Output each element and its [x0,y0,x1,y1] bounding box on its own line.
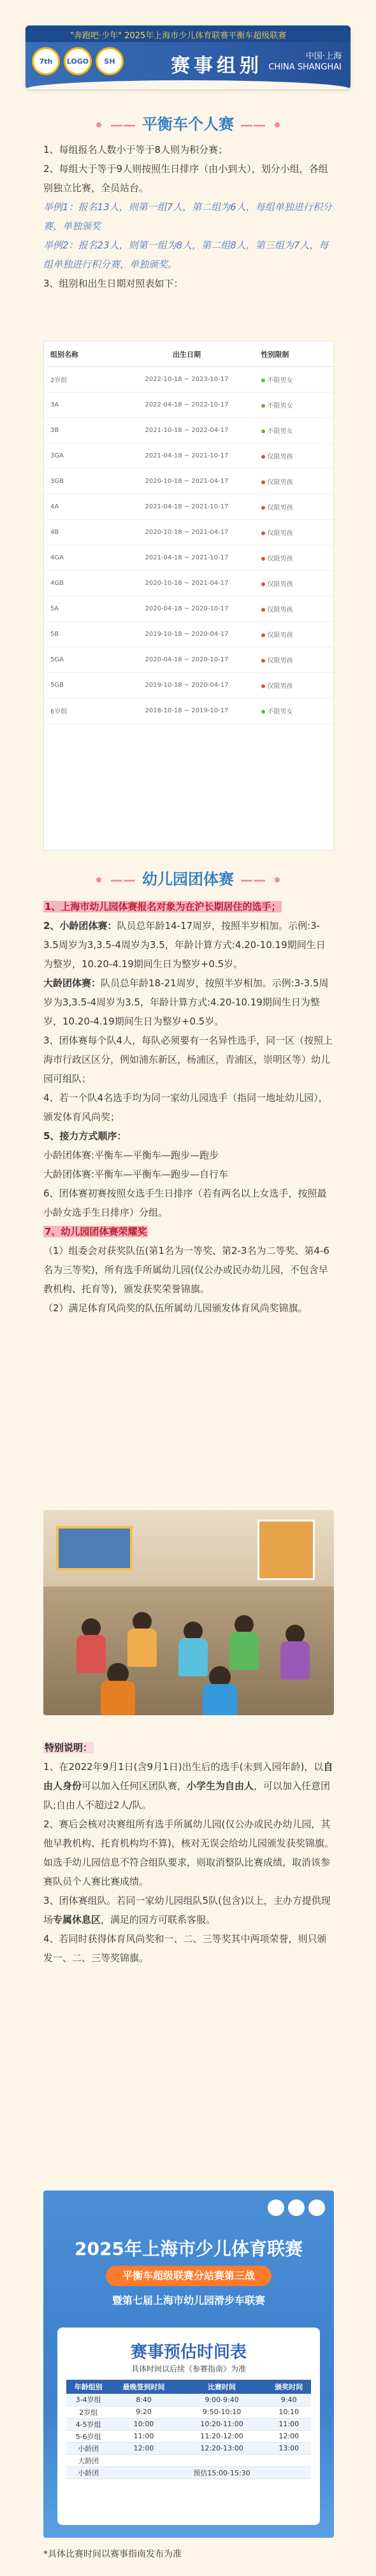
schedule-cell: 11:20-12:00 [177,2430,267,2442]
header-cell: 出生日期 [172,350,201,359]
age-group-table [43,341,334,851]
logo-icon [308,2199,325,2216]
schedule-cell: 9:50-10:10 [177,2406,267,2418]
group-cell: 5A [50,605,59,612]
bullet-dot-icon [96,877,101,882]
note-text: 4、若同时获得体育风尚奖和一、二、三等奖其中两项荣誉，则只颁发一、二、三等奖锦旗。 [43,1933,327,1964]
schedule-row [66,2394,311,2406]
section-title-text: 幼儿园团体赛 [142,870,234,888]
note-text: ，满足的园方可联系客服。 [101,1914,216,1925]
schedule-header-cell: 颁奖时间 [267,2380,311,2394]
photo-child-body [101,1681,135,1715]
schedule-cell: 小龄团 [66,2442,110,2454]
schedule-cell [267,2466,311,2479]
gender-cell [247,579,333,588]
header-cell: 组别名称 [50,350,78,359]
gender-dot-icon [261,582,265,586]
gender-dot-icon [261,633,265,637]
schedule-cell: 大龄团 [66,2454,110,2466]
special-notes [43,1738,334,1968]
poster-title: 2025年上海市少儿体育联赛 [75,2238,303,2259]
group-cell: 6岁组 [50,709,68,716]
photo-board [56,1526,133,1571]
gender-text: 仅限男孩 [267,632,293,639]
rule-text: 队员总年龄14-17周岁，按照半岁相加。示例:3-3.5周岁为3,3.5-4周岁为3.5，年龄计算方式:4.20-10.19期间生日为整岁，10.20-4.19期间生日为整岁+0.5岁。 [43,920,326,970]
special-label: 特别说明： [45,1742,93,1753]
gender-dot-icon [261,455,265,459]
logo-icon [288,2199,305,2216]
schedule-cell: 5-6岁组 [66,2430,110,2442]
group-cell: 3GA [50,452,64,459]
date-cell: 2019-10-18 ~ 2020-04-17 [145,631,229,638]
gender-text: 仅限男孩 [267,479,293,486]
date-cell: 2021-04-18 ~ 2021-10-17 [145,452,229,459]
date-cell: 2020-04-18 ~ 2020-10-17 [145,656,229,663]
photo-child-body [178,1638,208,1676]
date-cell: 2022-10-18 ~ 2023-10-17 [145,376,229,383]
section-title-kindergarten: —— 幼儿园团体赛 —— [0,867,376,889]
schedule-title: 赛事预估时间表 [130,2343,247,2362]
date-cell: 2021-10-18 ~ 2022-04-17 [145,427,229,434]
kindergarten-rules [43,897,334,1318]
section-title-individual: —— 平衡车个人赛 —— [0,112,376,134]
gender-text: 仅限男孩 [267,607,293,614]
schedule-row [66,2442,311,2454]
gender-cell [247,604,333,614]
date-cell: 2018-10-18 ~ 2019-10-17 [145,707,229,714]
schedule-cell [267,2454,311,2466]
group-cell: 4A [50,503,59,510]
schedule-row [66,2454,311,2466]
group-cell: 3GB [50,478,64,485]
group-cell: 2岁组 [50,377,68,384]
schedule-card [57,2328,320,2525]
gender-text: 仅限男孩 [267,581,293,588]
table-row [44,443,333,469]
section-title-text: 平衡车个人赛 [142,115,234,133]
logo-badge-icon: SH [96,47,124,75]
rule-line: 1、每组报名人数小于等于8人则为积分赛； [43,144,228,155]
note-text: 2、赛后会核对决赛组所有选手所属幼儿园(仅公办或民办幼儿园，其他早教机构、托育机构均不算)，核对无误会给幼儿园颁发获奖锦旗。如选手幼儿园信息不符合组队要求，则取消整队比赛成绩，取消该参赛队员个人赛比赛成绩。 [43,1818,334,1887]
schedule-cell: 10:10 [267,2406,311,2418]
schedule-header-cell: 最晚签到时间 [110,2380,177,2394]
highlight-rule: 7、幼儿园团体赛荣耀奖 [45,1226,147,1237]
group-cell: 3A [50,401,59,408]
gender-dot-icon [261,684,265,688]
poster-pill: 平衡车超级联赛分站赛第三战 [106,2266,271,2286]
city-en: CHINA SHANGHAI [268,62,342,72]
gender-dot-icon [261,429,265,433]
schedule-row [66,2406,311,2418]
bullet-dot-icon [275,877,280,882]
group-cell: 3B [50,427,59,434]
header-banner [25,25,351,89]
schedule-cell: 12:00 [267,2430,311,2442]
gender-text: 不限男女 [267,709,293,716]
group-cell: 4GB [50,580,64,587]
rule-text: （2）满足体育风尚奖的队伍所属幼儿园颁发体育风尚奖锦旗。 [43,1302,308,1314]
schedule-cell: 10:20-11:00 [177,2418,267,2430]
schedule-cell: 9:00-9:40 [177,2394,267,2406]
schedule-cell: 小龄团 [66,2466,110,2479]
date-cell: 2019-10-18 ~ 2020-04-17 [145,682,229,689]
schedule-header-row [66,2380,311,2394]
gender-cell [247,528,333,537]
schedule-cell: 12:00 [110,2442,177,2454]
schedule-row [66,2466,311,2479]
note-emphasis: 自由人身份 [43,1761,333,1792]
date-cell: 2021-04-18 ~ 2021-10-17 [145,554,229,561]
rule-text: 3、团体赛每个队4人，每队必须要有一名异性选手，同一区（按照上海市行政区区分，例如浦东新区，杨浦区，青浦区，崇明区等）幼儿园可组队； [43,1035,333,1084]
table-row [44,596,333,622]
date-cell: 2020-10-18 ~ 2021-04-17 [145,529,229,536]
photo-child-body [76,1635,106,1673]
gender-cell [247,400,333,410]
schedule-row [66,2418,311,2430]
table-row [44,647,333,673]
logo-icon [268,2199,284,2216]
gender-text: 仅限男孩 [267,505,293,512]
rule-text: 队员总年龄18-21周岁，按照半岁相加。示例:3-3.5周岁为3,3.5-4周岁为3.5，年龄计算方式:4.20-10.19期间生日为整岁，10.20-4.19期间生日为整岁+0.5岁。 [43,977,329,1027]
table-row [44,673,333,698]
schedule-cell: 9:20 [110,2406,177,2418]
schedule-cell: 10:00 [110,2418,177,2430]
table-body [44,367,333,724]
gender-cell [247,426,333,435]
rule-heading: 2、小龄团体赛： [43,920,117,932]
highlight-rule: 1、上海市幼儿园体赛报名对象为在沪长期居住的选手； [45,901,281,912]
note-text: ，可以加入任意团队;自由人不超过2人/队。 [43,1780,331,1811]
gender-cell [247,706,333,716]
banner-title: 赛事组别 [171,55,263,77]
classroom-photo [43,1510,334,1715]
gender-text: 仅限男孩 [267,556,293,563]
gender-text: 仅限男孩 [267,530,293,537]
schedule-poster [43,2191,334,2538]
date-cell: 2020-10-18 ~ 2021-04-17 [145,478,229,485]
rule-line: 2、每组大于等于9人则按照生日排序（由小到大），划分小组，各组别独立比赛，全员站台。 [43,163,328,194]
rule-heading: 大龄团体赛： [43,977,101,989]
schedule-cell: 预估15:00-15:30 [177,2466,267,2479]
note-emphasis: 小学生为自由人 [187,1780,254,1792]
gender-cell [247,680,333,690]
schedule-cell: 8:40 [110,2394,177,2406]
group-cell: 5B [50,631,59,638]
schedule-table [66,2380,311,2479]
schedule-cell: 2岁组 [66,2406,110,2418]
note-emphasis: 专属休息区 [53,1914,101,1925]
rule-text: 小龄团体赛:平衡车—平衡车—跑步—跑步 [43,1149,219,1161]
date-cell: 2020-10-18 ~ 2021-04-17 [145,580,229,587]
gender-dot-icon [261,404,265,408]
table-header [44,342,333,367]
gender-dot-icon [261,659,265,663]
logo-badge-icon: 7th [32,47,60,75]
table-row [44,622,333,647]
schedule-row [66,2430,311,2442]
date-cell: 2021-04-18 ~ 2021-10-17 [145,503,229,510]
rule-heading: 5、接力方式顺序： [43,1130,127,1142]
rule-text: 大龄团体赛:平衡车—平衡车—跑步—自行车 [43,1169,229,1180]
table-row [44,367,333,392]
table-row [44,469,333,494]
bullet-dot-icon [96,122,101,127]
table-row [44,571,333,596]
gender-text: 不限男女 [267,377,293,384]
schedule-note: 具体时间以后续《参赛指南》为准 [131,2364,246,2373]
gender-dot-icon [261,608,265,612]
group-cell: 5GB [50,682,64,689]
schedule-cell: 11:00 [267,2418,311,2430]
date-cell: 2022-04-18 ~ 2022-10-17 [145,401,229,408]
schedule-cell: 3-4岁组 [66,2394,110,2406]
table-row [44,545,333,571]
gender-text: 不限男女 [267,403,293,410]
bullet-dot-icon [275,122,280,127]
group-cell: 5GA [50,656,64,663]
gender-dot-icon [261,506,265,510]
header-cell: 性别限制 [261,350,289,359]
schedule-cell: 13:00 [267,2442,311,2454]
gender-text: 仅限男孩 [267,683,293,690]
rule-text: （1）组委会对获奖队伍(第1名为一等奖、第2-3名为二等奖、第4-6名为三等奖)，所有选手所属幼儿园(仅公办或民办幼儿园，不包含早教机构、托育等)，颁发获奖荣誉锦旗。 [43,1245,329,1295]
table-row [44,392,333,418]
city-cn: 中国·上海 [305,52,342,61]
photo-child-body [127,1629,157,1667]
schedule-cell: 11:00 [110,2430,177,2442]
gender-cell [247,655,333,665]
gender-dot-icon [261,378,265,382]
photo-child-body [280,1641,310,1680]
schedule-header-cell: 比赛时间 [177,2380,267,2394]
example-line: 举例1：报名13人，则第一组7人，第二组为6人，每组单独进行积分赛，单独颁奖 [43,201,332,232]
example-line: 举例2：报名23人，则第一组为8人，第二组8人，第三组为7人，每组单独进行积分赛，单独颁奖。 [43,240,329,270]
banner-tagline: "奔跑吧·少年" 2025年上海市少儿体育联赛平衡车超级联赛 [70,31,287,41]
schedule-cell: 4-5岁组 [66,2418,110,2430]
group-cell: 4GA [50,554,64,561]
gender-cell [247,502,333,512]
photo-child-body [203,1684,237,1715]
schedule-cell [177,2454,267,2466]
table-row [44,520,333,545]
schedule-body [66,2394,311,2479]
gender-text: 仅限男孩 [267,658,293,665]
gender-dot-icon [261,557,265,561]
note-text: 3、团体赛组队。若同一家幼儿园组队5队(包含)以上，主办方提供现场 [43,1895,331,1925]
gender-cell [247,477,333,486]
gender-text: 仅限男孩 [267,454,293,461]
table-row [44,494,333,520]
schedule-header-cell: 年龄组别 [66,2380,110,2394]
note-text: 可以加入任何区团队赛， [82,1780,187,1792]
banner-city [268,51,342,73]
note-text: 1、在2022年9月1日(含9月1日)出生后的选手(未到入园年龄)，以 [43,1761,324,1773]
gender-dot-icon [261,480,265,484]
photo-poster [257,1520,315,1580]
gender-cell [247,630,333,639]
logo-badge-icon: LOGO [64,47,92,75]
schedule-cell: 9:40 [267,2394,311,2406]
table-row [44,418,333,443]
schedule-cell [110,2454,177,2466]
poster-subtitle: 暨第七届上海市幼儿园滑步车联赛 [112,2294,265,2306]
rule-line: 3、组别和出生日期对照表如下： [43,278,184,289]
gender-text: 不限男女 [267,428,293,435]
schedule-cell [110,2466,177,2479]
gender-dot-icon [261,710,265,714]
table-row [44,698,333,724]
gender-cell [247,553,333,563]
banner-badges [32,47,124,75]
group-cell: 4B [50,529,59,536]
banner-wave [25,80,351,89]
rule-text: 4、若一个队4名选手均为同一家幼儿园选手（指同一地址幼儿园），颁发体育风尚奖； [43,1092,328,1123]
individual-rules [43,140,334,293]
gender-dot-icon [261,531,265,535]
gender-cell [247,451,333,461]
schedule-cell: 12:20-13:00 [177,2442,267,2454]
gender-cell [247,375,333,384]
date-cell: 2020-04-18 ~ 2020-10-17 [145,605,229,612]
photo-child-body [229,1632,259,1670]
rule-text: 6、团体赛初赛按照女选手生日排序（若有两名以上女选手，按照最小龄女选手生日排序）分组。 [43,1188,327,1218]
footnote: *具体比赛时间以赛事指南发布为准 [43,2549,182,2559]
poster-logos [268,2199,325,2216]
